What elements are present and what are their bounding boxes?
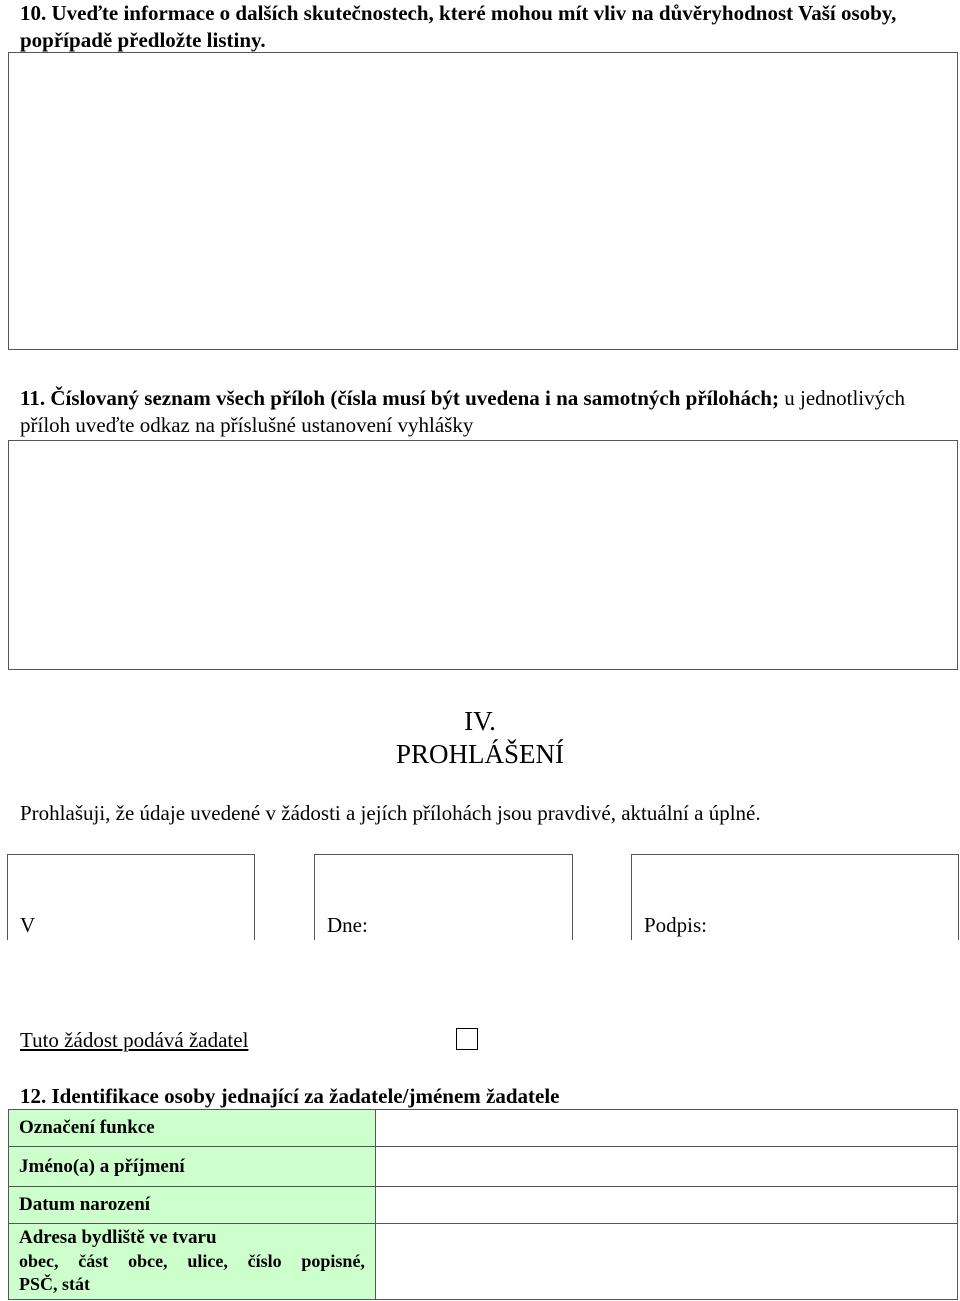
birthdate-label: Datum narození — [9, 1187, 376, 1224]
name-input[interactable] — [376, 1147, 958, 1187]
address-hint-word: obce, — [128, 1251, 168, 1271]
section-10-textarea[interactable] — [8, 52, 958, 350]
section-11-textarea[interactable] — [8, 440, 958, 670]
address-hint-word: obec, — [19, 1251, 59, 1271]
address-hint-word: popisné, — [301, 1251, 365, 1271]
address-hint-last: PSČ, stát — [19, 1274, 90, 1294]
address-hint-word: ulice, — [187, 1251, 228, 1271]
place-field[interactable] — [7, 854, 255, 940]
address-input[interactable] — [376, 1224, 958, 1300]
section-11-title-rest: u jednotlivých příloh uveďte odkaz na příslušné ustanovení vyhlášky — [20, 386, 905, 437]
identification-table — [8, 1109, 958, 1300]
table-row — [9, 1110, 958, 1147]
name-label: Jméno(a) a příjmení — [9, 1147, 376, 1187]
table-row — [9, 1147, 958, 1187]
date-label: Dne: — [327, 913, 368, 937]
place-label: V — [20, 913, 36, 937]
declaration-text: Prohlašuji, že údaje uvedené v žádosti a jejích přílohách jsou pravdivé, aktuální a úplné. — [20, 801, 761, 825]
function-input[interactable] — [376, 1110, 958, 1147]
table-row — [9, 1187, 958, 1224]
applicant-label: Tuto žádost podává žadatel — [20, 1028, 249, 1052]
applicant-checkbox[interactable] — [456, 1028, 478, 1050]
address-hint — [19, 1250, 365, 1273]
address-label-cell — [9, 1224, 376, 1300]
section-10-title: 10. Uveďte informace o dalších skutečnostech, které mohou mít vliv na důvěryhodnost Vaší osoby, popřípadě předložte listiny. — [20, 1, 897, 52]
section-11-title — [20, 385, 945, 439]
part-iv-number: IV. — [464, 706, 496, 736]
function-label: Označení funkce — [9, 1110, 376, 1147]
birthdate-input[interactable] — [376, 1187, 958, 1224]
signature-field[interactable] — [631, 854, 959, 940]
date-field[interactable] — [314, 854, 573, 940]
signature-label: Podpis: — [644, 913, 708, 937]
part-iv-title: PROHLÁŠENÍ — [395, 739, 564, 769]
address-hint-word: číslo — [247, 1251, 282, 1271]
section-11-title-bold: 11. Číslovaný seznam všech příloh (čísla musí být uvedena i na samotných přílohách; — [20, 386, 779, 410]
address-hint-word: část — [78, 1251, 109, 1271]
section-12-title: 12. Identifikace osoby jednající za žadatele/jménem žadatele — [20, 1084, 560, 1108]
address-label: Adresa bydliště ve tvaru — [19, 1227, 217, 1248]
table-row — [9, 1224, 958, 1300]
